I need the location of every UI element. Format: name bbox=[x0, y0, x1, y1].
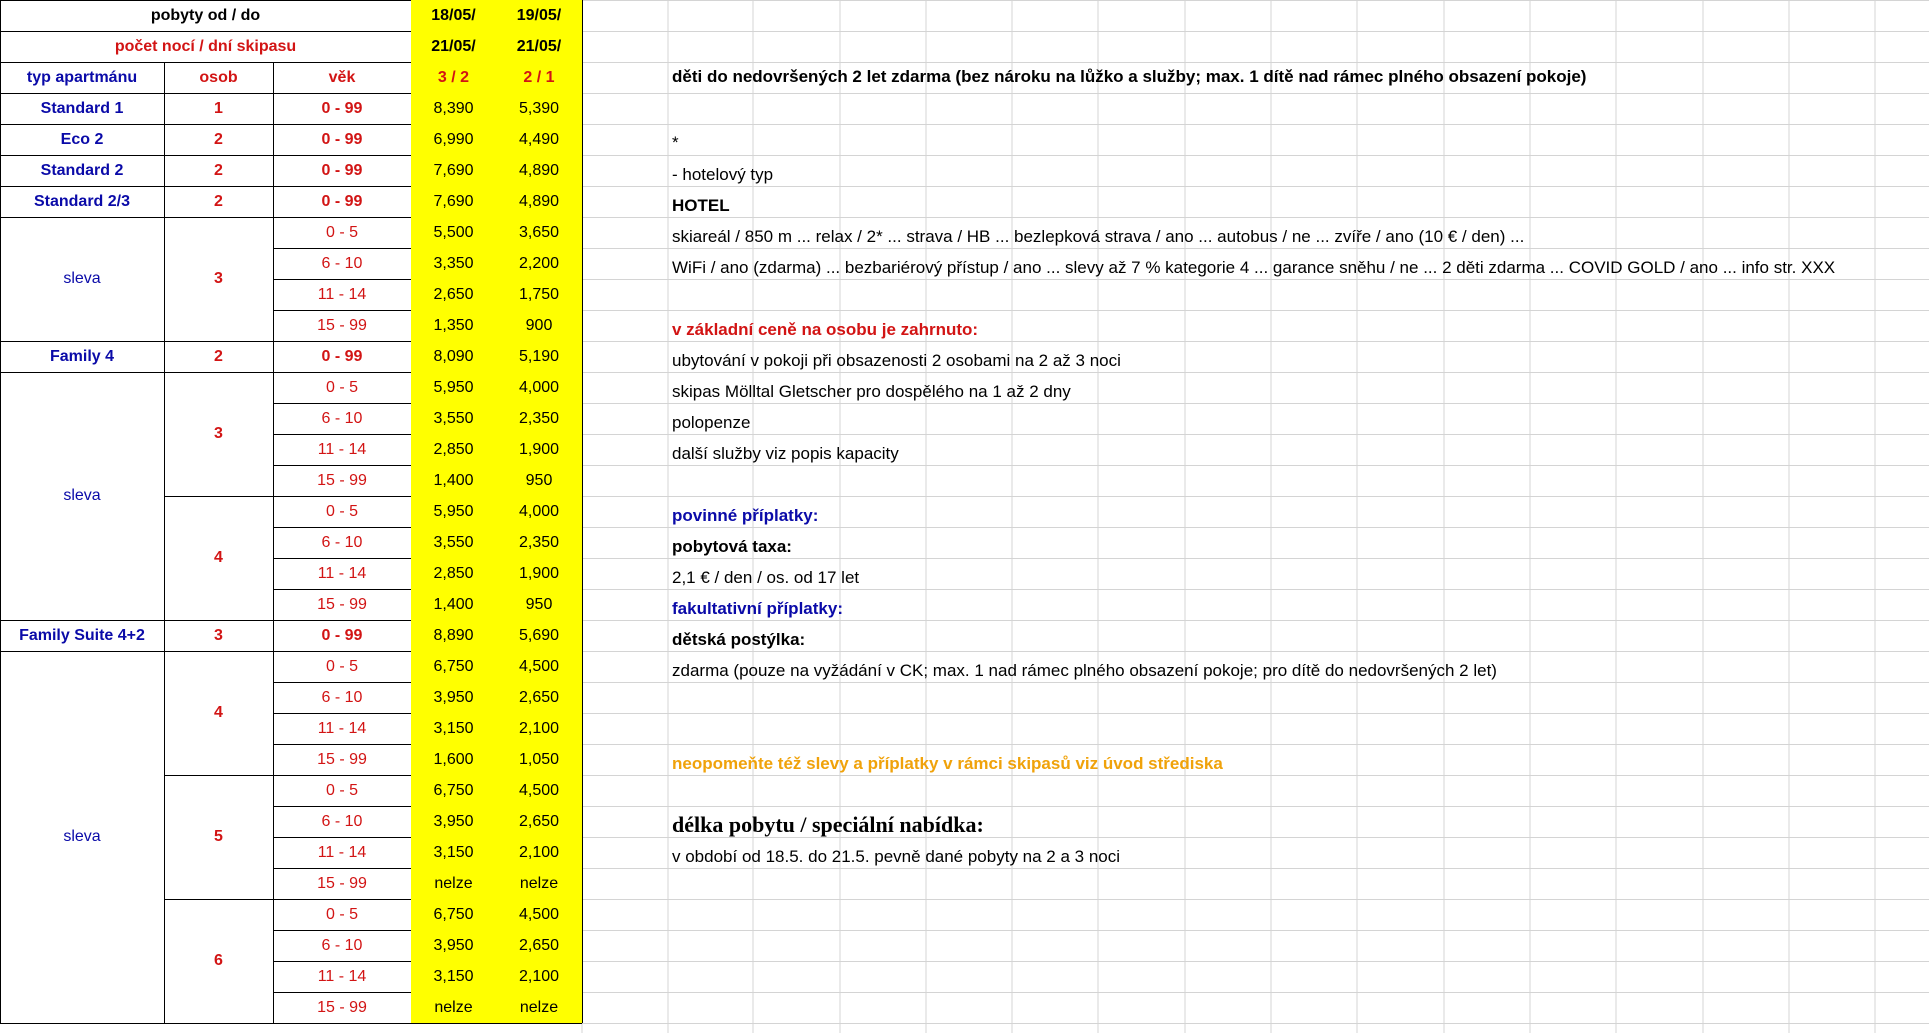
age-cell: 0 - 5 bbox=[325, 905, 358, 923]
persons-cell: 5 bbox=[214, 828, 223, 845]
persons-cell: 4 bbox=[214, 549, 223, 566]
age-cell: 15 - 99 bbox=[317, 874, 367, 892]
period2-from: 19/05/ bbox=[496, 0, 582, 31]
price-cell-period2: 2,650 bbox=[496, 806, 582, 837]
age-cell: 6 - 10 bbox=[321, 812, 363, 830]
note-discounts: neopomeňte též slevy a příplatky v rámci skipasů viz úvod střediska bbox=[672, 754, 1223, 773]
price-cell-period1: nelze bbox=[411, 992, 496, 1023]
age-cell: 11 - 14 bbox=[317, 967, 367, 985]
note-info1: skiareál / 850 m ... relax / 2* ... strava / HB ... bezlepková strava / ano ... autobus / ne ... zvíře / ano (10 € / den) ... bbox=[672, 227, 1525, 246]
price-cell-period1: 5,950 bbox=[411, 372, 496, 403]
price-cell-period2: 4,490 bbox=[496, 124, 582, 155]
apartment-type-cell: Family Suite 4+2 bbox=[19, 626, 145, 644]
price-cell-period2: 4,500 bbox=[496, 899, 582, 930]
age-cell: 11 - 14 bbox=[317, 285, 367, 303]
price-cell-period2: 2,350 bbox=[496, 527, 582, 558]
period1-to: 21/05/ bbox=[411, 31, 496, 62]
note-tax-value: 2,1 € / den / os. od 17 let bbox=[672, 568, 860, 587]
age-cell: 6 - 10 bbox=[321, 254, 363, 272]
price-cell-period1: 3,950 bbox=[411, 682, 496, 713]
age-cell: 11 - 14 bbox=[317, 440, 367, 458]
period1-nights: 3 / 2 bbox=[411, 62, 496, 93]
note-star: * bbox=[672, 133, 679, 152]
price-cell-period1: 1,400 bbox=[411, 465, 496, 496]
price-cell-period1: 5,500 bbox=[411, 217, 496, 248]
price-cell-period1: 3,150 bbox=[411, 837, 496, 868]
price-cell-period2: 4,500 bbox=[496, 775, 582, 806]
age-cell: 15 - 99 bbox=[317, 595, 367, 613]
note-included-1: ubytování v pokoji při obsazenosti 2 osobami na 2 až 3 noci bbox=[672, 351, 1121, 370]
price-cell-period1: 7,690 bbox=[411, 155, 496, 186]
age-cell: 0 - 5 bbox=[325, 378, 358, 396]
age-cell: 6 - 10 bbox=[321, 936, 363, 954]
price-cell-period1: 3,950 bbox=[411, 930, 496, 961]
price-cell-period2: 4,500 bbox=[496, 651, 582, 682]
age-cell: 15 - 99 bbox=[317, 998, 367, 1016]
apartment-type-cell: sleva bbox=[63, 270, 101, 287]
price-cell-period1: 8,090 bbox=[411, 341, 496, 372]
price-cell-period2: 5,690 bbox=[496, 620, 582, 651]
age-cell: 6 - 10 bbox=[321, 688, 363, 706]
age-cell: 0 - 5 bbox=[325, 781, 358, 799]
note-cot-title: dětská postýlka: bbox=[672, 630, 806, 649]
price-cell-period1: 3,350 bbox=[411, 248, 496, 279]
age-cell: 15 - 99 bbox=[317, 471, 367, 489]
header-persons: osob bbox=[199, 68, 238, 86]
persons-cell: 2 bbox=[214, 130, 223, 148]
price-cell-period2: 1,900 bbox=[496, 558, 582, 589]
price-cell-period2: 950 bbox=[496, 589, 582, 620]
age-cell: 6 - 10 bbox=[321, 533, 363, 551]
price-cell-period2: 1,050 bbox=[496, 744, 582, 775]
price-cell-period1: 3,550 bbox=[411, 403, 496, 434]
header-type: typ apartmánu bbox=[26, 68, 138, 86]
price-cell-period2: 4,000 bbox=[496, 496, 582, 527]
age-cell: 11 - 14 bbox=[317, 719, 367, 737]
note-included-3: polopenze bbox=[672, 413, 751, 432]
note-tax-title: pobytová taxa: bbox=[672, 537, 792, 556]
price-cell-period2: 2,650 bbox=[496, 930, 582, 961]
age-cell: 11 - 14 bbox=[317, 843, 367, 861]
price-cell-period2: nelze bbox=[496, 868, 582, 899]
price-cell-period2: 4,890 bbox=[496, 186, 582, 217]
note-cot-value: zdarma (pouze na vyžádání v CK; max. 1 nad rámec plného obsazení pokoje; pro dítě do nedovršených 2 let) bbox=[672, 661, 1497, 680]
price-cell-period1: 6,990 bbox=[411, 124, 496, 155]
apartment-type-cell: Standard 1 bbox=[40, 99, 124, 117]
price-cell-period2: 3,650 bbox=[496, 217, 582, 248]
note-mandatory-title: povinné příplatky: bbox=[672, 506, 819, 525]
price-cell-period1: 2,850 bbox=[411, 434, 496, 465]
price-cell-period1: 1,600 bbox=[411, 744, 496, 775]
apartment-type-cell: sleva bbox=[63, 828, 101, 845]
age-cell: 0 - 99 bbox=[321, 99, 363, 117]
price-cell-period2: 2,100 bbox=[496, 961, 582, 992]
price-cell-period2: nelze bbox=[496, 992, 582, 1023]
price-cell-period2: 2,100 bbox=[496, 837, 582, 868]
apartment-type-cell: sleva bbox=[63, 487, 101, 504]
age-cell: 15 - 99 bbox=[317, 750, 367, 768]
age-cell: 0 - 99 bbox=[321, 347, 363, 365]
price-cell-period1: 3,550 bbox=[411, 527, 496, 558]
age-cell: 11 - 14 bbox=[317, 564, 367, 582]
note-children: děti do nedovršených 2 let zdarma (bez nároku na lůžko a služby; max. 1 dítě nad rámec plného obsazení pokoje) bbox=[672, 67, 1587, 86]
note-optional-title: fakultativní příplatky: bbox=[672, 599, 843, 618]
note-length-title: délka pobytu / speciální nabídka: bbox=[672, 812, 984, 837]
header-nights-label: počet nocí / dní skipasu bbox=[114, 37, 297, 55]
price-cell-period1: 2,850 bbox=[411, 558, 496, 589]
price-cell-period1: 8,890 bbox=[411, 620, 496, 651]
persons-cell: 3 bbox=[214, 626, 223, 644]
price-cell-period2: 2,650 bbox=[496, 682, 582, 713]
price-cell-period1: 3,150 bbox=[411, 961, 496, 992]
price-cell-period2: 2,100 bbox=[496, 713, 582, 744]
age-cell: 0 - 5 bbox=[325, 657, 358, 675]
persons-cell: 2 bbox=[214, 347, 223, 365]
price-cell-period1: 6,750 bbox=[411, 775, 496, 806]
price-cell-period1: 7,690 bbox=[411, 186, 496, 217]
persons-cell: 3 bbox=[214, 270, 223, 287]
price-cell-period2: 2,350 bbox=[496, 403, 582, 434]
price-cell-period2: 900 bbox=[496, 310, 582, 341]
price-cell-period1: 5,950 bbox=[411, 496, 496, 527]
apartment-type-cell: Family 4 bbox=[49, 347, 115, 365]
price-cell-period1: nelze bbox=[411, 868, 496, 899]
note-included-2: skipas Mölltal Gletscher pro dospělého na 1 až 2 dny bbox=[672, 382, 1071, 401]
price-cell-period2: 1,900 bbox=[496, 434, 582, 465]
apartment-type-cell: Standard 2 bbox=[40, 161, 124, 179]
note-hotel-type: - hotelový typ bbox=[672, 165, 774, 184]
header-period-label: pobyty od / do bbox=[150, 6, 261, 24]
note-included-4: další služby viz popis kapacity bbox=[672, 444, 899, 463]
header-age: věk bbox=[328, 68, 356, 86]
age-cell: 0 - 99 bbox=[321, 192, 363, 210]
price-cell-period1: 3,950 bbox=[411, 806, 496, 837]
age-cell: 0 - 99 bbox=[321, 130, 363, 148]
price-cell-period2: 2,200 bbox=[496, 248, 582, 279]
note-hotel: HOTEL bbox=[672, 196, 730, 215]
period2-nights: 2 / 1 bbox=[496, 62, 582, 93]
price-cell-period2: 4,890 bbox=[496, 155, 582, 186]
persons-cell: 2 bbox=[214, 192, 223, 210]
price-cell-period2: 5,390 bbox=[496, 93, 582, 124]
age-cell: 6 - 10 bbox=[321, 409, 363, 427]
apartment-type-cell: Standard 2/3 bbox=[33, 192, 131, 210]
price-cell-period1: 1,400 bbox=[411, 589, 496, 620]
note-info2: WiFi / ano (zdarma) ... bezbariérový přístup / ano ... slevy až 7 % kategorie 4 ... garance sněhu / ne ... 2 děti zdarma ... COVID GOLD / ano ... info str. XXX bbox=[672, 258, 1836, 277]
price-cell-period1: 2,650 bbox=[411, 279, 496, 310]
persons-cell: 2 bbox=[214, 161, 223, 179]
price-cell-period1: 8,390 bbox=[411, 93, 496, 124]
persons-cell: 1 bbox=[214, 99, 223, 117]
price-cell-period2: 1,750 bbox=[496, 279, 582, 310]
age-cell: 0 - 99 bbox=[321, 161, 363, 179]
price-cell-period2: 5,190 bbox=[496, 341, 582, 372]
persons-cell: 3 bbox=[214, 425, 223, 442]
age-cell: 0 - 99 bbox=[321, 626, 363, 644]
price-cell-period1: 6,750 bbox=[411, 651, 496, 682]
price-cell-period1: 3,150 bbox=[411, 713, 496, 744]
price-cell-period1: 6,750 bbox=[411, 899, 496, 930]
period2-to: 21/05/ bbox=[496, 31, 582, 62]
note-included-title: v základní ceně na osobu je zahrnuto: bbox=[672, 320, 979, 339]
apartment-type-cell: Eco 2 bbox=[60, 130, 104, 148]
age-cell: 0 - 5 bbox=[325, 502, 358, 520]
note-length-value: v období od 18.5. do 21.5. pevně dané pobyty na 2 a 3 noci bbox=[672, 847, 1121, 866]
period1-from: 18/05/ bbox=[411, 0, 496, 31]
price-cell-period2: 950 bbox=[496, 465, 582, 496]
price-cell-period2: 4,000 bbox=[496, 372, 582, 403]
price-cell-period1: 1,350 bbox=[411, 310, 496, 341]
age-cell: 0 - 5 bbox=[325, 223, 358, 241]
age-cell: 15 - 99 bbox=[317, 316, 367, 334]
persons-cell: 4 bbox=[214, 704, 223, 721]
persons-cell: 6 bbox=[214, 952, 223, 969]
